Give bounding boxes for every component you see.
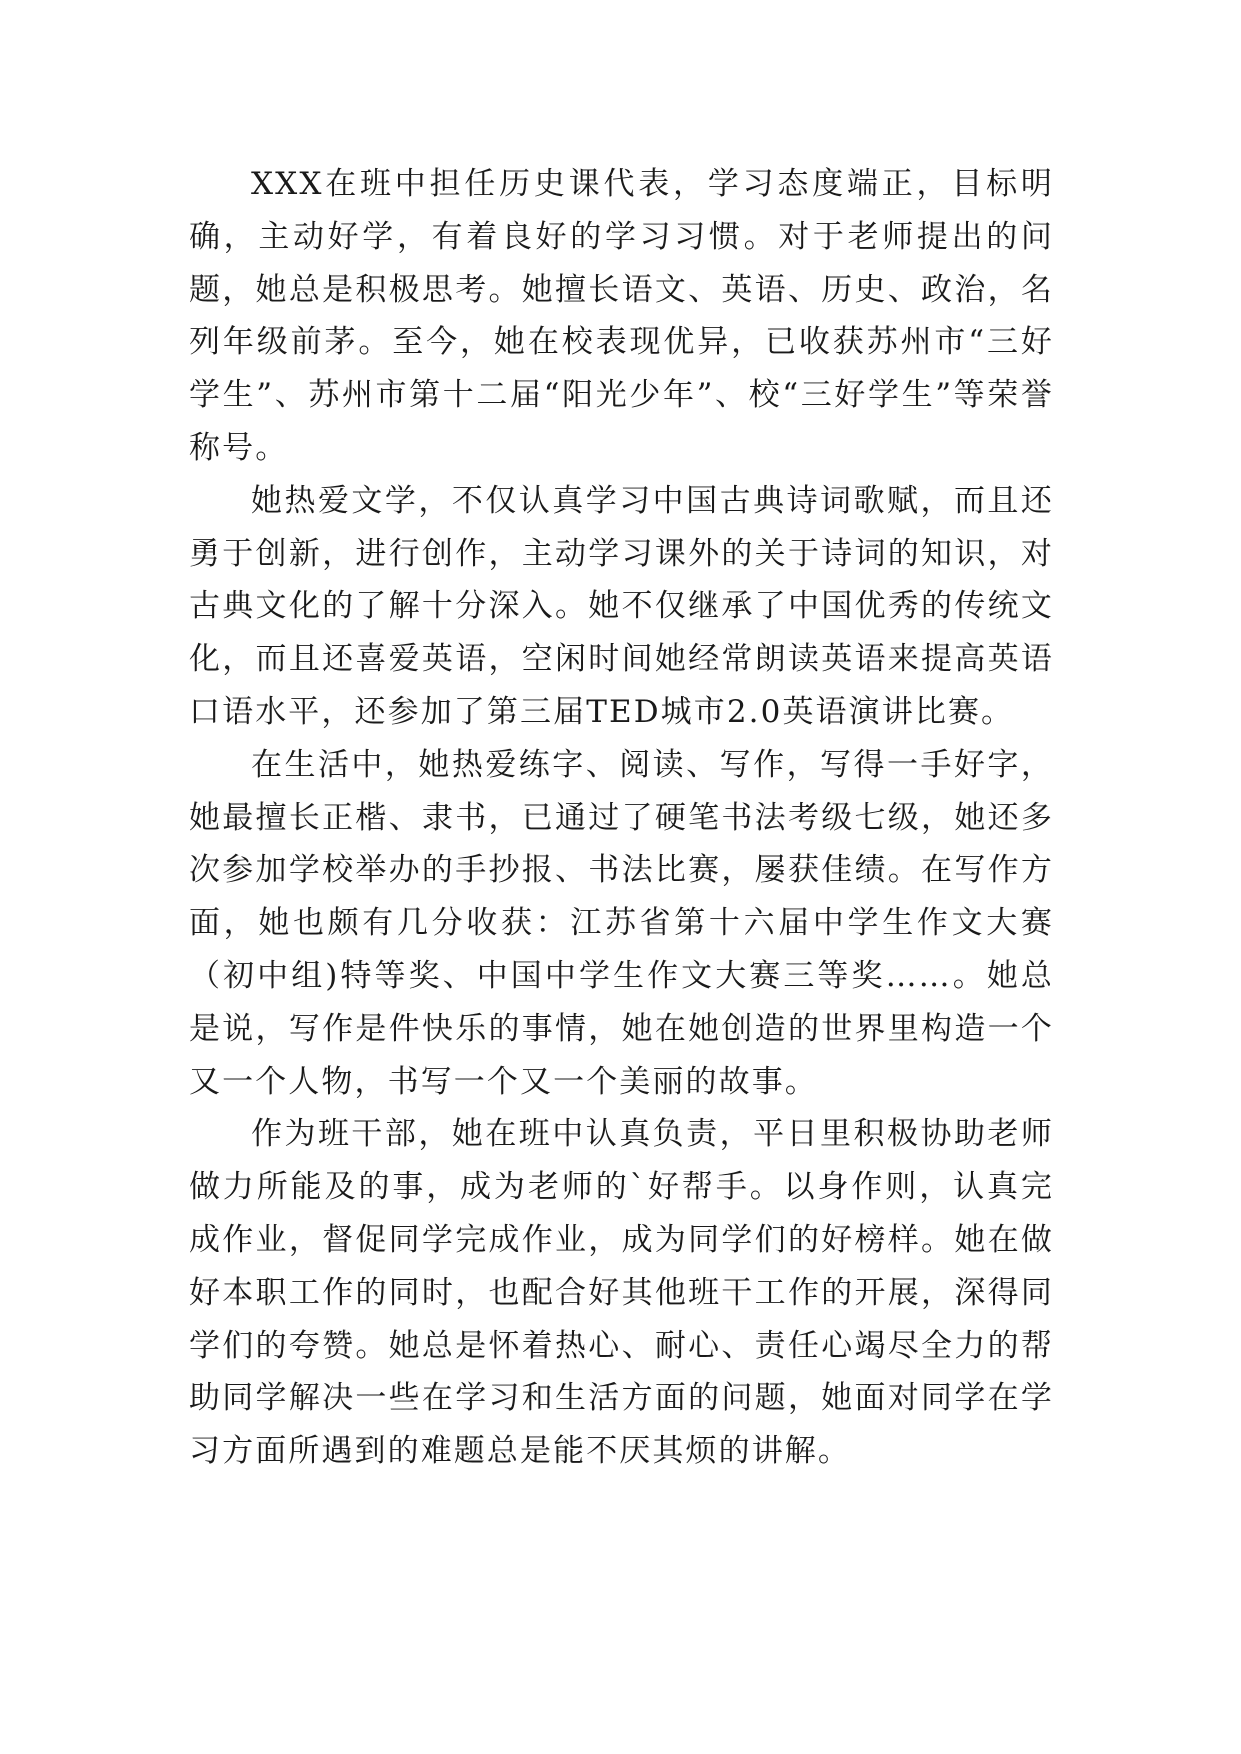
paragraph-literature: 她热爱文学，不仅认真学习中国古典诗词歌赋，而且还勇于创新，进行创作，主动学习课外的关于诗词的知识，对古典文化的了解十分深入。她不仅继承了中国优秀的传统文化，而且还喜爱英语，空闲时间她经常朗读英语来提高英语口语水平，还参加了第三届TED城市2.0英语演讲比赛。 <box>189 482 1054 730</box>
paragraph-life: 在生活中，她热爱练字、阅读、写作，写得一手好字，她最擅长正楷、隶书，已通过了硬笔书法考级七级，她还多次参加学校举办的手抄报、书法比赛，屡获佳绩。在写作方面，她也颇有几分收获：江苏省第十六届中学生作文大赛（初中组)特等奖、中国中学生作文大赛三等奖……。她总是说，写作是件快乐的事情，她在她创造的世界里构造一个又一个人物，书写一个又一个美丽的故事。 <box>189 746 1054 1100</box>
paragraph-study: XXX在班中担任历史课代表，学习态度端正，目标明确，主动好学，有着良好的学习习惯。对于老师提出的问题，她总是积极思考。她擅长语文、英语、历史、政治，名列年级前茅。至今，她在校表现优异，已收获苏州市“三好学生”、苏州市第十二届“阳光少年”、校“三好学生”等荣誉称号。 <box>189 166 1054 466</box>
paragraph-class-cadre: 作为班干部，她在班中认真负责，平日里积极协助老师做力所能及的事，成为老师的`好帮手。以身作则，认真完成作业，督促同学完成作业，成为同学们的好榜样。她在做好本职工作的同时，也配合好其他班干工作的开展，深得同学们的夸赞。她总是怀着热心、耐心、责任心竭尽全力的帮助同学解决一些在学习和生活方面的问题，她面对同学在学习方面所遇到的难题总是能不厌其烦的讲解。 <box>189 1116 1054 1470</box>
document-body <box>189 158 1054 1478</box>
